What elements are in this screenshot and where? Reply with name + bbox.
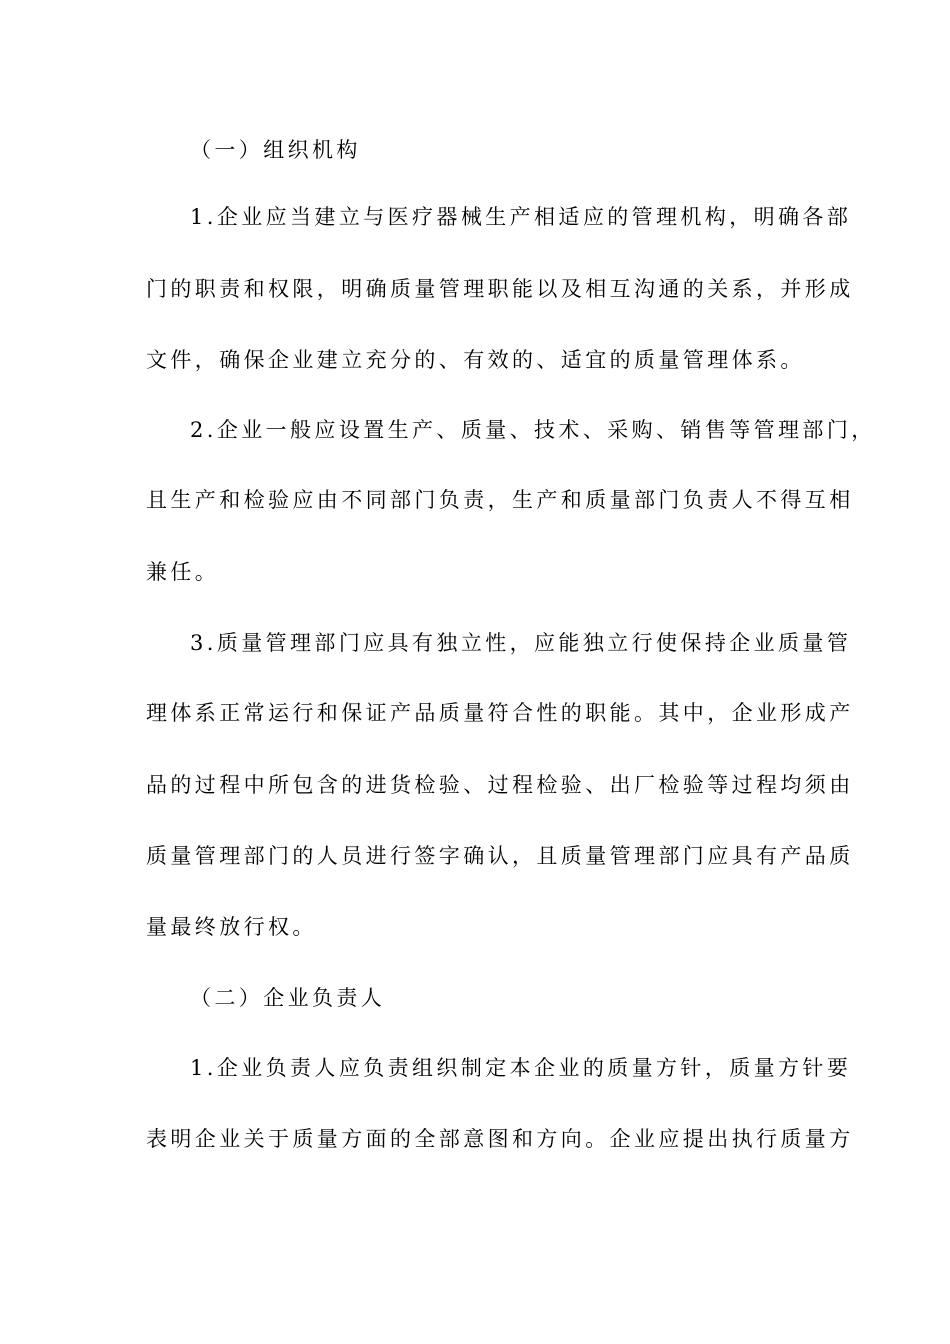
paragraph-line: 文件，确保企业建立充分的、有效的、适宜的质量管理体系。: [146, 348, 805, 372]
section-heading-enterprise-head: （二）企业负责人: [190, 986, 386, 1010]
paragraph-line: 兼任。: [146, 560, 220, 584]
paragraph-line: 理体系正常运行和保证产品质量符合性的职能。其中，企业形成产: [146, 701, 854, 725]
paragraph-line: 且生产和检验应由不同部门负责，生产和质量部门负责人不得互相: [146, 488, 854, 512]
paragraph-line: 门的职责和权限，明确质量管理职能以及相互沟通的关系，并形成: [146, 277, 854, 301]
paragraph-line: 表明企业关于质量方面的全部意图和方向。企业应提出执行质量方: [146, 1127, 854, 1151]
paragraph-line: 2.企业一般应设置生产、质量、技术、采购、销售等管理部门，: [190, 418, 876, 442]
paragraph-line: 3.质量管理部门应具有独立性，应能独立行使保持企业质量管: [190, 631, 852, 655]
paragraph-line: 1.企业应当建立与医疗器械生产相适应的管理机构，明确各部: [190, 205, 852, 229]
paragraph-line: 品的过程中所包含的进货检验、过程检验、出厂检验等过程均须由: [146, 773, 854, 797]
paragraph-line: 量最终放行权。: [146, 915, 317, 939]
paragraph-line: 质量管理部门的人员进行签字确认，且质量管理部门应具有产品质: [146, 844, 854, 868]
paragraph-line: 1.企业负责人应负责组织制定本企业的质量方针，质量方针要: [190, 1056, 852, 1080]
section-heading-organization: （一）组织机构: [190, 138, 361, 162]
